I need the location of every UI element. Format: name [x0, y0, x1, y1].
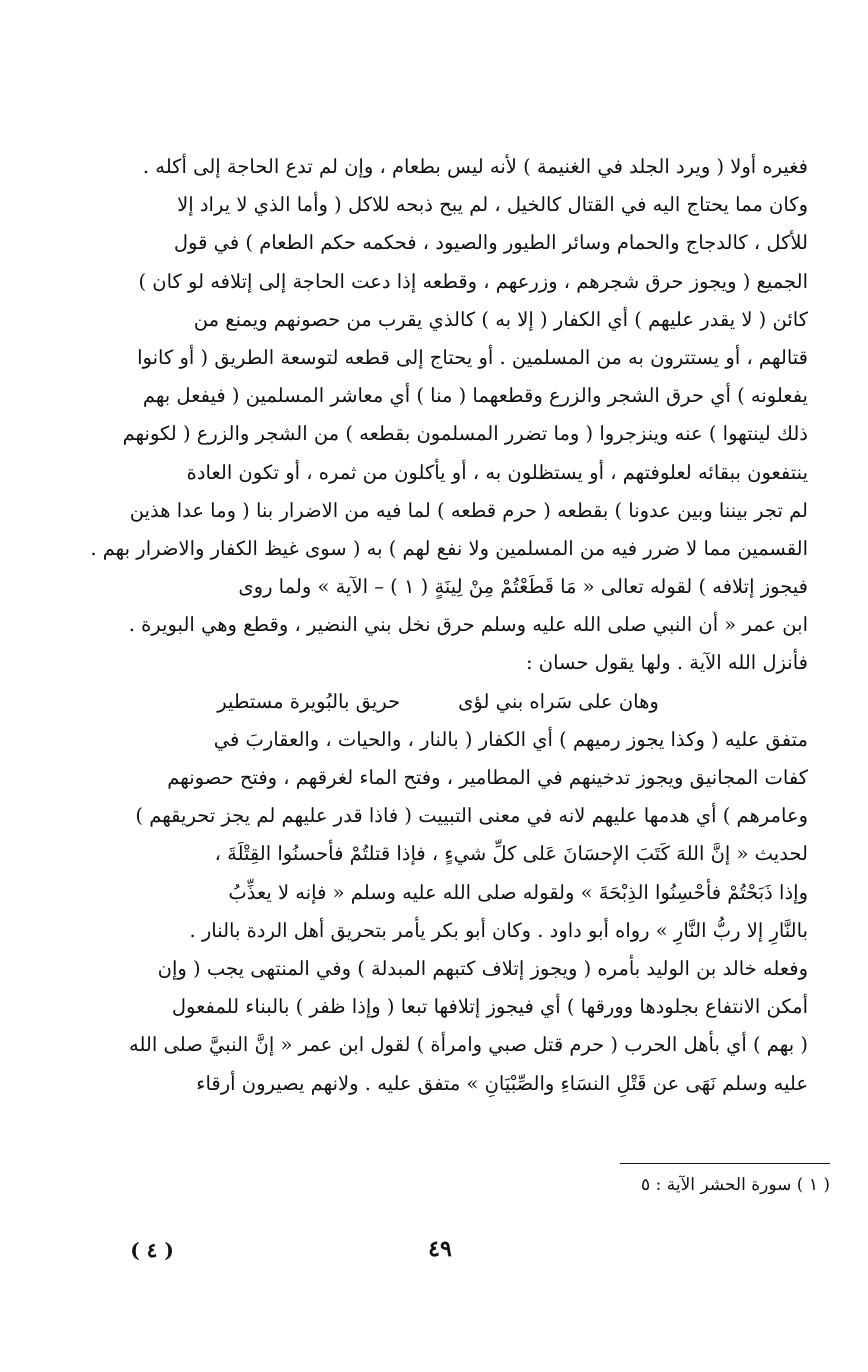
text-line: ( بهم ) أي بأهل الحرب ( حرم قتل صبي وامرأة ) لقول ابن عمر « إنَّ النبيَّ صلى الله [129, 1033, 808, 1057]
text-line: بالنَّارِ إلا ربُّ النَّارِ » رواه أبو داود . وكان أبو بكر يأمر بتحريق أهل الردة بالنار . [189, 918, 808, 942]
text-line: متفق عليه ( وكذا يجوز رميهم ) أي الكفار ( بالنار ، والحيات ، والعقاربَ في [213, 727, 808, 751]
text-line: فأنزل الله الآية . ولها يقول حسان : [526, 651, 808, 675]
text-line: وفعله خالد بن الوليد بأمره ( ويجوز إتلاف كتبهم المبدلة ) وفي المنتهى يجب ( وإن [157, 956, 808, 980]
text-line: فغيره أولا ( ويرد الجلد في الغنيمة ) لأنه ليس بطعام ، وإن لم تدع الحاجة إلى أكله . [142, 155, 808, 178]
text-line: للأكل ، كالدجاج والحمام وسائر الطيور والصيود ، فحكمه حكم الطعام ) في قول [173, 231, 808, 255]
text-line: القسمين مما لا ضرر فيه من المسلمين ولا نفع لهم ) به ( سوى غيظ الكفار والاضرار بهم . [90, 536, 808, 560]
footnote-divider [620, 1163, 830, 1164]
text-line: الجميع ( ويجوز حرق شجرهم ، وزرعهم ، وقطعه إذا دعت الحاجة إلى إتلافه لو كان ) [138, 269, 808, 293]
text-line: كائن ( لا يقدر عليهم ) أي الكفار ( إلا به ) كالذي يقرب من حصونهم ويمنع من [193, 307, 808, 331]
text-line: ينتفعون ببقائه لعلوفتهم ، أو يستظلون به ، أو يأكلون من ثمره ، أو تكون العادة [186, 460, 808, 484]
text-line: وكان مما يحتاج اليه في القتال كالخيل ، لم يبح ذبحه للاكل ( وأما الذي لا يراد إلا [177, 193, 808, 217]
text-line: وإذا ذَبَحْتُمْ فأحْسِنُوا الذِبْحَةَ » ولقوله صلى الله عليه وسلم « فإنه لا يعذِّبُ [228, 880, 808, 904]
page-number: ٤٩ [428, 1236, 452, 1262]
text-line: يفعلونه ) أي حرق الشجر والزرع وقطعهما ( منا ) أي معاشر المسلمين ( فيفعل بهم [142, 384, 808, 408]
text-line: لحديث « إنَّ اللهَ كَتَبَ الإحسَانَ عَلى كلِّ شيءٍ ، فإذا قتلتُمْ فأحسنُوا القِتْلَةَ ، [214, 842, 808, 866]
verse-second-hemistich: حريق بالبُويرة مستطير [217, 689, 401, 713]
main-text [68, 148, 808, 1103]
text-line: ابن عمر « أن النبي صلى الله عليه وسلم حرق نخل بني النضير ، وقطع وهي البويرة . [128, 613, 808, 637]
text-line: ذلك لينتهوا ) عنه وينزجروا ( وما تضرر المسلمون بقطعه ) من الشجر والزرع ( لكونهم [122, 422, 808, 446]
text-line: عليه وسلم نَهَى عن قَتْلِ النسَاءِ والصِّبْيَانِ » متفق عليه . ولانهم يصيرون أرقاء [196, 1071, 808, 1095]
verse-first-hemistich: وهان على سَراه بني لؤى [458, 689, 659, 713]
text-line: كفات المجانيق ويجوز تدخينهم في المطامير ، وفتح الماء لغرقهم ، وفتح حصونهم [167, 766, 808, 789]
text-line: أمكن الانتفاع بجلودها وورقها ) أي فيجوز إتلافها تبعا ( وإذا ظفر ) بالبناء للمفعول [171, 995, 808, 1019]
text-line: قتالهم ، أو يستترون به من المسلمين . أو يحتاج إلى قطعه لتوسعة الطريق ( أو كانوا [137, 345, 808, 369]
text-line: فيجوز إتلافه ) لقوله تعالى « مَا قَطَعْتُمْ مِنْ لِينَةٍ ( ١ ) – الآية » ولما روى [238, 575, 808, 599]
signature-mark: ( ٤ ) [130, 1238, 174, 1262]
footnote: ( ١ ) سورة الحشر الآية : ٥ [641, 1175, 830, 1195]
text-line: وعامرهم ) أي هدمها عليهم لانه في معنى التبييت ( فاذا قدر عليهم لم يجز تحريقهم ) [135, 804, 808, 828]
poetry-verse [68, 683, 808, 721]
text-line: لم تجر بيننا وبين عدونا ) بقطعه ( حرم قطعه ) لما فيه من الاضرار بنا ( وما عدا هذين [129, 498, 808, 522]
